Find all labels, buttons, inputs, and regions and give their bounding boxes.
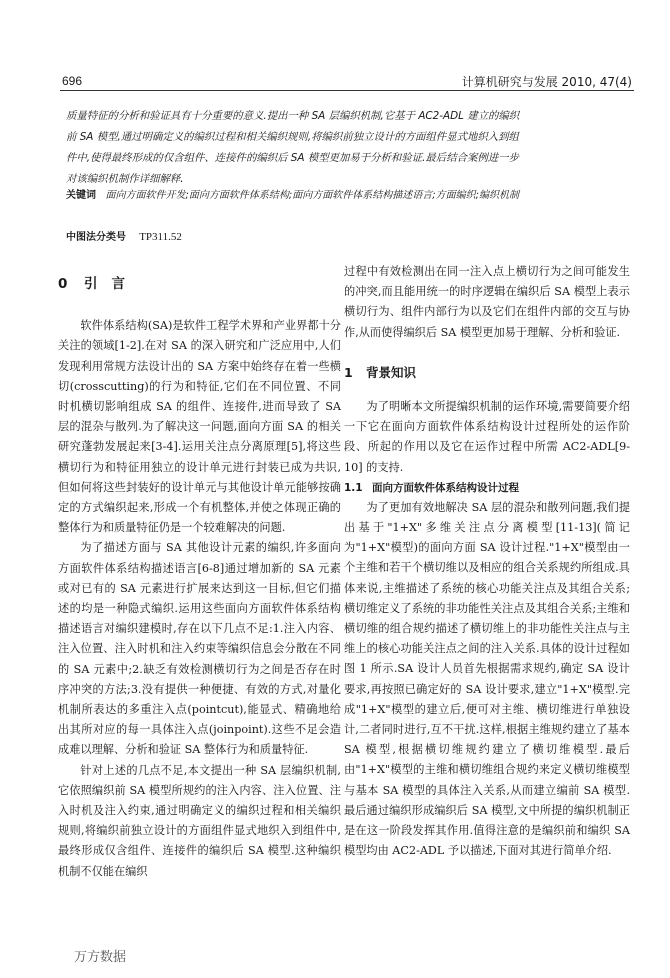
clc-value: TP311.52 — [139, 231, 182, 243]
keywords-text: 面向方面软件开发;面向方面软件体系结构;面向方面软件体系结构描述语言;方面编织;编织机制 — [105, 190, 520, 201]
abstract-line: 前 SA 模型,通过明确定义的编织过程和相关编织规则,将编织前独立设计的方面组件显式地织入到组 — [66, 131, 519, 143]
subsection-heading — [344, 478, 630, 498]
paragraph: 为了描述方面与 SA 其他设计元素的编织,许多面向方面软件体系结构描述语言[6-8]通过增加新的 SA 元素或对已有的 SA 元素进行扩展来达到这一目标,但它们描述的均是一种隐式编织.运用这些面向方面软件体系结构描述语言对编织建模时,存在以下几点不足:1.注入内容、注入位置、注入时机和注入约束等编织信息会分散在不同的 SA 元素中;2.缺乏有效检测横切行为之间是否存在时序冲突的方法;3.没有提供一种便捷、有效的方式,对量化机制所表达的多重注入点(pointcut),能显式、精确地给出其所对应的每一具体注入点(joinpoint).这些不足会造成难以理解、分析和验证 SA 整体行为和质量特征. — [58, 541, 341, 757]
subsection-title: 面向方面软件体系结构设计过程 — [372, 481, 519, 494]
subsection-number: 1.1 — [344, 481, 363, 494]
abstract-line: 件中,使得最终形成的仅含组件、连接件的编织后 SA 模型更加易于分析和验证.最后结合案例进一步 — [66, 152, 519, 164]
right-column — [344, 262, 630, 861]
abstract — [66, 106, 618, 190]
keywords — [66, 186, 618, 206]
header-rule — [60, 90, 634, 91]
section-number: 0 — [58, 276, 68, 292]
section-title: 背景知识 — [366, 364, 417, 380]
page-number: 696 — [62, 74, 83, 88]
abstract-line: 质量特征的分析和验证具有十分重要的意义.提出一种 SA 层编织机制,它基于 AC2-ADL 建立的编织 — [66, 110, 520, 122]
left-column — [58, 262, 341, 882]
clc-number — [66, 228, 182, 243]
abstract-line: 对该编织机制作详细解释. — [66, 173, 184, 185]
section-title: 引言 — [84, 276, 139, 292]
journal-header: 计算机研究与发展 2010, 47(4) — [461, 75, 632, 89]
paragraph: 为了明晰本文所提编织机制的运作环境,需要简要介绍一下它在面向方面软件体系结构设计过程所处的运作阶段、所起的作用以及它在运作过程中所需 AC2-ADL[9-10] 的支持. — [344, 400, 630, 474]
footer-watermark: 万方数据 — [74, 950, 127, 965]
paragraph: 过程中有效检测出在同一注入点上横切行为之间可能发生的冲突,而且能用统一的时序逻辑在编织后 SA 模型上表示横切行为、组件内部行为以及它们在组件内部的交互与协作,从而使得编织后 SA 模型更加易于理解、分析和验证. — [344, 265, 630, 339]
clc-label: 中图法分类号 — [66, 232, 126, 243]
keywords-label: 关键词 — [66, 190, 96, 201]
section-number: 1 — [344, 364, 353, 380]
section-heading-introduction — [58, 262, 341, 316]
section-heading-background — [344, 343, 630, 397]
paragraph: 针对上述的几点不足,本文提出一种 SA 层编织机制,它依照编织前 SA 模型所规约的注入内容、注入位置、注入时机及注入约束,通过明确定义的编织过程和相关编织规则,将编织前独立设计的方面组件显式地织入到组件中,最终形成仅含组件、连接件的编织后 SA 模型.这种编织机制不仅能在编织 — [58, 763, 341, 878]
paragraph: 软件体系结构(SA)是软件工程学术界和产业界都十分关注的领域[1-2].在对 SA 的深入研究和广泛应用中,人们发现利用常规方法设计出的 SA 方案中始终存在着一些横切(crosscutting)的行为和特征,它们在不同位置、不同时机横切影响组成 SA 的组件、连接件,进而导致了 SA 层的混杂与散列.为了解决这一问题,面向方面 SA 的相关研究蓬勃发展起来[3-4].运用关注点分离原理[5],将这些横切行为和特征用独立的设计单元进行封装已成为共识,但如何将这些封装好的设计单元与其他设计单元能够按确定的方式编织起来,形成一个有机整体,并使之体现正确的整体行为和质量特征仍是一个较难解决的问题. — [58, 319, 341, 535]
paragraph: 为了更加有效地解决 SA 层的混杂和散列问题,我们提出基于"1+X"多维关注点分离模型[11-13](简记为"1+X"模型)的面向方面 SA 设计过程."1+X"模型由一个主维和若干个横切维以及相应的组合关系规约所组成.具体来说,主维描述了系统的核心功能关注点及其组合关系;横切维定义了系统的非功能性关注点及其组合关系;主维和横切维的组合规约描述了横切维上的非功能性关注点与主维上的核心功能关注点之间的注入关系.具体的设计过程如图 1 所示.SA 设计人员首先根据需求规约,确定 SA 设计要求,再按照已确定好的 SA 设计要求,建立"1+X"模型.完成"1+X"模型的建立后,便可对主维、横切维进行单独设计,二者同时进行,互不干扰.这样,根据主维规约建立了基本 SA 模型,根据横切维规约建立了横切维模型.最后由"1+X"模型的主维和横切维组合规约来定义横切维模型与基本 SA 模型的具体注入关系,从而建立编前 SA 模型.最后通过编织形成编织后 SA 模型,文中所提的编织机制正是在这一阶段发挥其作用.值得注意的是编织前和编织 SA 模型均由 AC2-ADL 予以描述,下面对其进行简单介绍. — [344, 500, 630, 858]
